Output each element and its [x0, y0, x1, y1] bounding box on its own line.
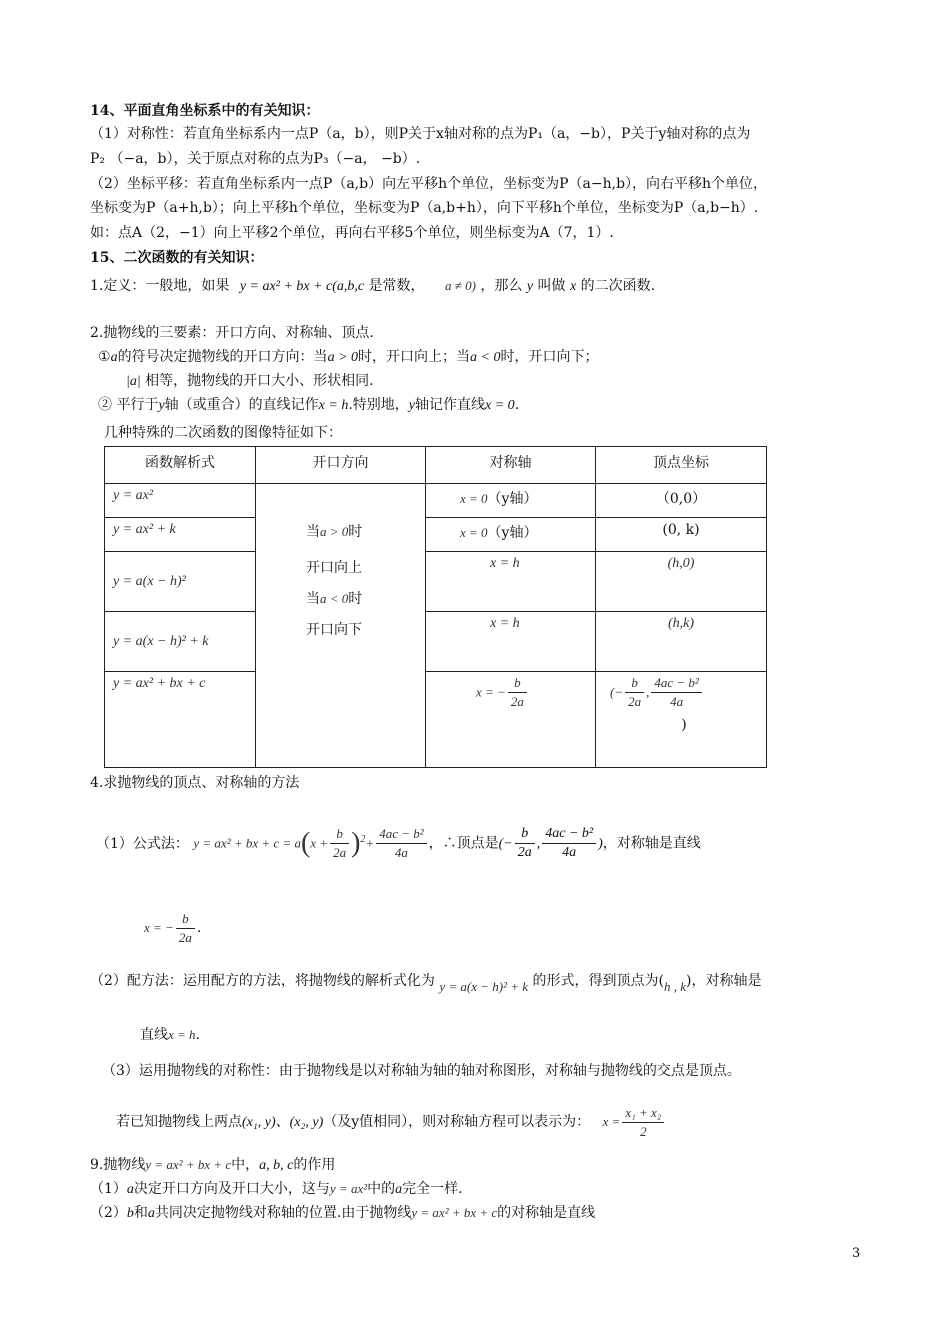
completing-square-line: （2）配方法：运用配方的方法，将抛物线的解析式化为 y = a(x − h)² + k 的形式，得到顶点为(h , k)，对称轴是	[90, 973, 762, 994]
cell-vertex: (h,0)	[596, 552, 767, 612]
section-9-line-1: （1）a决定开口方向及开口大小，这与y = ax²中的a完全一样.	[90, 1181, 463, 1197]
point-1-line: ①a的符号决定抛物线的开口方向：当a > 0时，开口向上；当a < 0时，开口向下；	[98, 349, 599, 365]
point-1-abs-line: |a| 相等，抛物线的开口大小、形状相同.	[126, 373, 374, 389]
table-row	[105, 484, 767, 518]
sec14-line-3: （2）坐标平移：若直角坐标系内一点P（a,b）向左平移h个单位，坐标变为P（a−h,b），向右平移h个单位，	[90, 176, 768, 192]
cell-axis: x = h	[426, 612, 596, 672]
page-number: 3	[852, 1246, 861, 1261]
header-opening: 开口方向	[256, 447, 426, 484]
header-axis: 对称轴	[426, 447, 596, 484]
table-header-row	[105, 447, 767, 484]
definition-line: 1.定义：一般地，如果 y = ax² + bx + c(a,b,c 是常数， a ≠ 0) ，那么 y 叫做 x 的二次函数.	[90, 278, 656, 294]
sec14-line-2: P₂ （−a，b），关于原点对称的点为P₃（−a， −b）.	[90, 151, 421, 167]
section-15-title: 15、二次函数的有关知识：	[90, 250, 264, 266]
formula-method-line: （1）公式法： y = ax² + bx + c = a(x + $\frac{b}{2a}$ )$^2$+ $\frac{\text{4ac − b²}}{4a}$ ，∴顶点是(− $\frac{b}{2a}$ , $\frac{\text{4ac − b²}}{4a}$ )，对称轴是直线	[96, 826, 701, 861]
table-row	[105, 612, 767, 672]
quadratic-features-table	[104, 446, 767, 768]
cell-vertex: (− $\frac{b}{2a}$ , $\frac{\text{4ac − b²}}{4a}$ )	[596, 672, 767, 768]
sec14-line-5: 如：点A（2，−1）向上平移2个单位，再向右平移5个单位，则坐标变为A（7，1）.	[90, 225, 614, 241]
table-row	[105, 552, 767, 612]
sec14-line-4: 坐标变为P（a+h,b）；向上平移h个单位，坐标变为P（a,b+h），向下平移h个单位，坐标变为P（a,b−h）.	[90, 200, 759, 216]
cell-axis: x = 0（y轴）	[426, 518, 596, 552]
completing-square-axis: 直线x = h.	[140, 1027, 200, 1043]
cell-axis: x = 0（y轴）	[426, 484, 596, 518]
cell-vertex: （0,0）	[596, 484, 767, 518]
cell-vertex: (h,k)	[596, 612, 767, 672]
cell-axis: x = h	[426, 552, 596, 612]
section-4-title: 4.求抛物线的顶点、对称轴的方法	[90, 775, 300, 791]
cell-function: y = ax²	[105, 484, 256, 518]
cell-function: y = a(x − h)² + k	[105, 612, 256, 672]
section-9-line-2: （2）b和a共同决定抛物线对称轴的位置.由于抛物线y = ax² + bx + c的对称轴是直线	[90, 1205, 596, 1221]
formula-method-axis: x = − $\frac{b}{2a}$ .	[144, 910, 202, 945]
three-elements-title: 2.抛物线的三要素：开口方向、对称轴、顶点.	[90, 325, 374, 341]
cell-opening-merged: 当a > 0时 开口向上 当a < 0时 开口向下	[256, 484, 426, 768]
section-9-title: 9.抛物线y = ax² + bx + c中，a, b, c的作用	[90, 1157, 336, 1173]
definition-formula: y = ax² + bx + c(a,b,c	[239, 279, 365, 294]
point-2-line: ② 平行于y轴（或重合）的直线记作x = h.特别地，y轴记作直线x = 0.	[98, 397, 520, 413]
section-14-title: 14、平面直角坐标系中的有关知识：	[90, 103, 320, 119]
cell-vertex: (0, k)	[596, 518, 767, 552]
sec14-line-1: （1）对称性：若直角坐标系内一点P（a，b），则P关于x轴对称的点为P₁（a，−b），P关于y轴对称的点为	[90, 126, 751, 142]
cell-function: y = ax² + k	[105, 518, 256, 552]
cell-function: y = a(x − h)²	[105, 552, 256, 612]
definition-condition: a ≠ 0)	[445, 278, 476, 293]
symmetry-two-points-line: 若已知抛物线上两点(x₁, y)、(x₂, y)（及y值相同），则对称轴方程可以表示为： x = $\frac{\text{x₁ + x₂}}{2}$	[116, 1100, 890, 1144]
cell-function: y = ax² + bx + c	[105, 672, 256, 768]
header-vertex: 顶点坐标	[596, 447, 767, 484]
cell-axis: x = − $\frac{b}{2a}$	[426, 672, 596, 768]
table-intro: 几种特殊的二次函数的图像特征如下：	[104, 425, 342, 441]
header-function: 函数解析式	[105, 447, 256, 484]
symmetry-method-line: （3）运用抛物线的对称性：由于抛物线是以对称轴为轴的轴对称图形，对称轴与抛物线的交点是顶点。	[102, 1063, 741, 1079]
table-row	[105, 518, 767, 552]
table-row	[105, 672, 767, 768]
